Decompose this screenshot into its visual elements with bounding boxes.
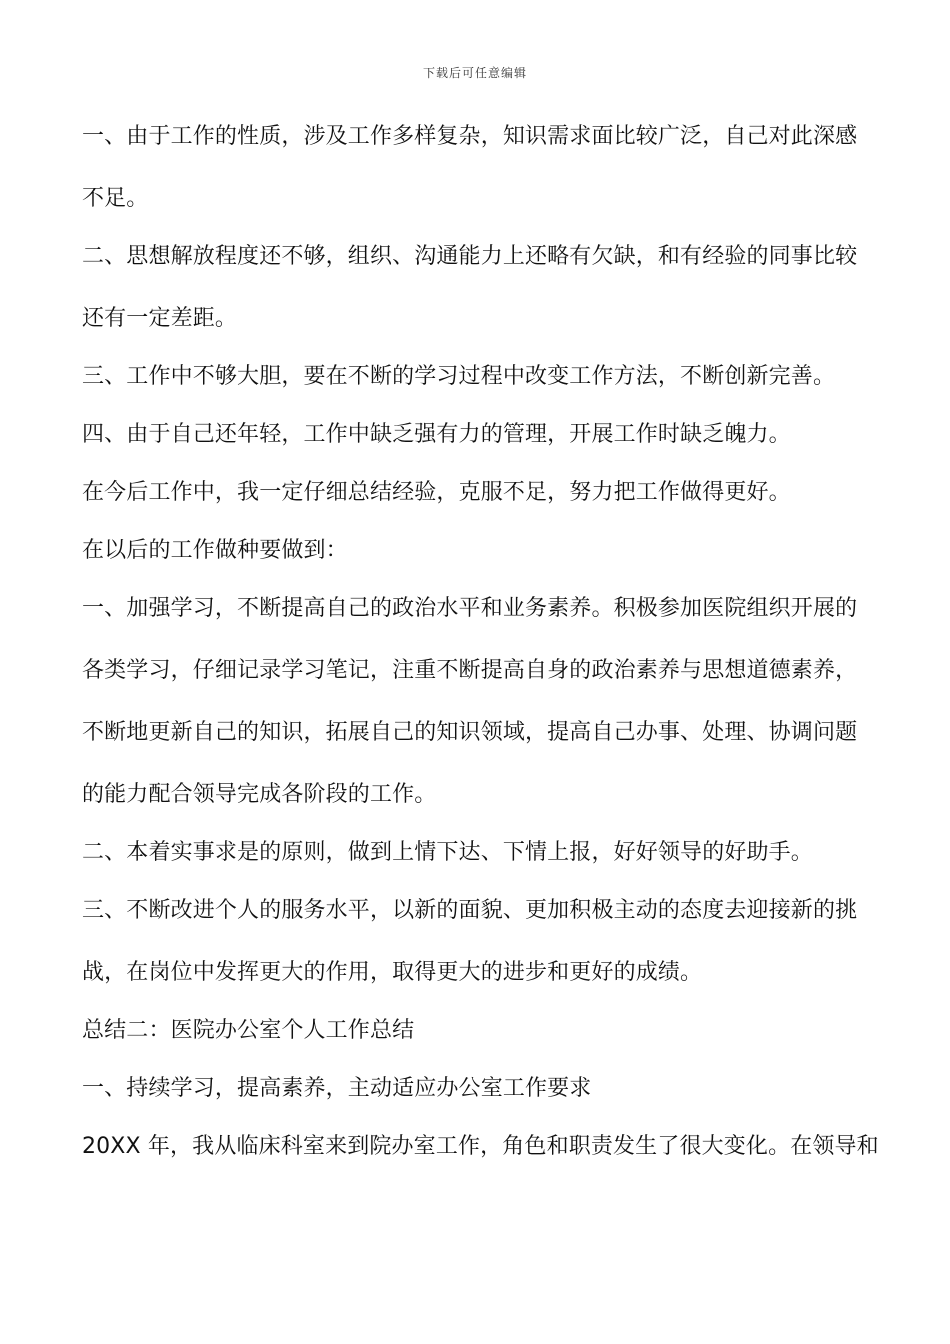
text-line: 在以后的工作做种要做到： bbox=[82, 538, 348, 563]
text-line: 三、工作中不够大胆，要在不断的学习过程中改变工作方法，不断创新完善。 bbox=[82, 364, 836, 389]
text-line: 的能力配合领导完成各阶段的工作。 bbox=[82, 782, 437, 807]
text-line: 二、思想解放程度还不够，组织、沟通能力上还略有欠缺，和有经验的同事比较 bbox=[82, 244, 858, 269]
text-line: 不断地更新自己的知识，拓展自己的知识领域，提高自己办事、处理、协调问题 bbox=[82, 720, 858, 745]
text-line: 在今后工作中，我一定仔细总结经验，克服不足，努力把工作做得更好。 bbox=[82, 480, 791, 505]
text-line: 还有一定差距。 bbox=[82, 306, 238, 331]
text-line: 战，在岗位中发挥更大的作用，取得更大的进步和更好的成绩。 bbox=[82, 960, 703, 985]
page-header: 下载后可任意编辑 bbox=[422, 66, 527, 80]
subsection-heading: 一、持续学习，提高素养，主动适应办公室工作要求 bbox=[82, 1076, 592, 1101]
text-line: 三、不断改进个人的服务水平，以新的面貌、更加积极主动的态度去迎接新的挑 bbox=[82, 898, 858, 923]
text-line: 四、由于自己还年轻，工作中缺乏强有力的管理，开展工作时缺乏魄力。 bbox=[82, 422, 791, 447]
text-line: 20XX 年，我从临床科室来到院办室工作，角色和职责发生了很大变化。在领导和 bbox=[82, 1134, 879, 1159]
section-heading: 总结二：医院办公室个人工作总结 bbox=[82, 1018, 415, 1043]
document-body bbox=[82, 117, 879, 1167]
text-line: 二、本着实事求是的原则，做到上情下达、下情上报，好好领导的好助手。 bbox=[82, 840, 813, 865]
text-line: 一、由于工作的性质，涉及工作多样复杂，知识需求面比较广泛，自己对此深感 bbox=[82, 124, 858, 149]
text-line: 一、加强学习，不断提高自己的政治水平和业务素养。积极参加医院组织开展的 bbox=[82, 596, 858, 621]
text-line: 各类学习，仔细记录学习笔记，注重不断提高自身的政治素养与思想道德素养， bbox=[82, 658, 858, 683]
text-line: 不足。 bbox=[82, 186, 149, 211]
